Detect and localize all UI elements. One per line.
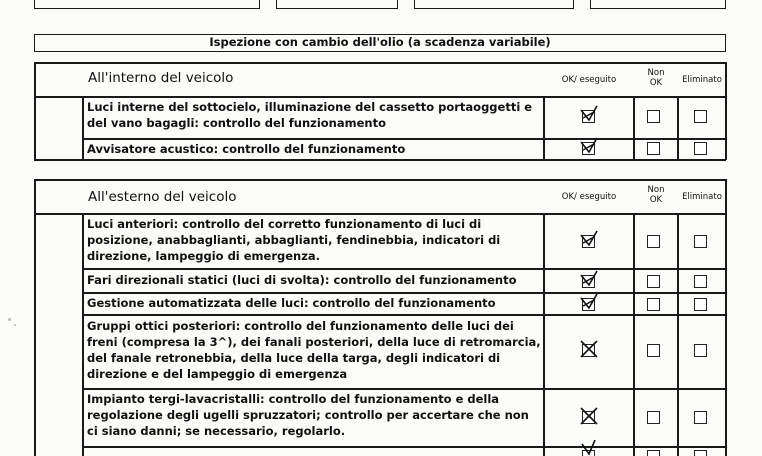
col-ok-header: OK/ eseguito — [561, 192, 617, 202]
scan-speck — [14, 324, 16, 326]
eliminato-checkbox[interactable] — [694, 298, 707, 311]
top-field-box-3 — [414, 0, 574, 9]
handwritten-check-mark — [578, 338, 600, 360]
handwritten-check-mark — [578, 269, 600, 291]
non-ok-checkbox[interactable] — [647, 275, 660, 288]
non-ok-checkbox[interactable] — [647, 344, 660, 357]
checklist-item-text: Gestione automatizzata delle luci: controllo del funzionamento — [87, 296, 496, 310]
handwritten-check-mark — [578, 405, 600, 427]
eliminato-checkbox[interactable] — [694, 344, 707, 357]
section-title: All'esterno del veicolo — [88, 189, 237, 205]
non-ok-checkbox[interactable] — [647, 235, 660, 248]
checklist-item-text: Fari direzionali statici (luci di svolta): controllo del funzionamento — [87, 273, 517, 287]
checklist-item-text: Avvisatore acustico: controllo del funzionamento — [87, 142, 406, 156]
checklist-item-text: Luci interne del sottocielo, illuminazione del cassetto portaoggetti e del vano bagagli: controllo del funzionamento — [87, 100, 533, 130]
top-field-box-4 — [590, 0, 726, 9]
handwritten-check-mark — [578, 104, 600, 126]
eliminato-checkbox[interactable] — [694, 142, 707, 155]
checklist-item-text: Gruppi ottici posteriori: controllo del funzionamento delle luci dei freni (compresa la 3^), dei fanali posteriori, della luce di retromarcia, del fanale retronebbia, della luce della targa, degli indicatori di direzione e del lampeggio di emergenza — [87, 319, 541, 381]
checklist-item-text: Impianto tergi-lavacristalli: controllo del funzionamento e della regolazione degli ugelli spruzzatori; controllo per accertare che non ci siano danni; se necessario, regolarlo. — [87, 392, 529, 438]
non-ok-checkbox[interactable] — [647, 142, 660, 155]
non-ok-checkbox[interactable] — [647, 298, 660, 311]
eliminato-checkbox[interactable] — [694, 411, 707, 424]
col-eliminato-header: Eliminato — [682, 192, 722, 202]
eliminato-checkbox[interactable] — [694, 235, 707, 248]
col-non-ok-header: Non OK — [647, 185, 665, 205]
non-ok-checkbox[interactable] — [647, 450, 660, 456]
eliminato-checkbox[interactable] — [694, 450, 707, 456]
col-eliminato-header: Eliminato — [682, 75, 722, 85]
non-ok-checkbox[interactable] — [647, 411, 660, 424]
top-field-box-1 — [34, 0, 260, 9]
scan-speck — [8, 318, 11, 321]
eliminato-checkbox[interactable] — [694, 275, 707, 288]
non-ok-checkbox[interactable] — [647, 110, 660, 123]
eliminato-checkbox[interactable] — [694, 110, 707, 123]
handwritten-check-mark — [578, 136, 600, 158]
top-field-box-2 — [276, 0, 398, 9]
handwritten-check-mark — [578, 229, 600, 251]
section-title: All'interno del veicolo — [88, 70, 234, 86]
checklist-item-text: Luci anteriori: controllo del corretto funzionamento di luci di posizione, anabbaglianti, abbaglianti, fendinebbia, indicatori di direzione, lampeggio di emergenza. — [87, 217, 501, 263]
col-ok-header: OK/ eseguito — [561, 75, 617, 85]
col-non-ok-header: Non OK — [647, 68, 665, 88]
handwritten-check-mark — [578, 292, 600, 314]
handwritten-check-mark — [578, 440, 600, 456]
inspection-banner: Ispezione con cambio dell'olio (a scadenza variabile) — [34, 34, 726, 52]
